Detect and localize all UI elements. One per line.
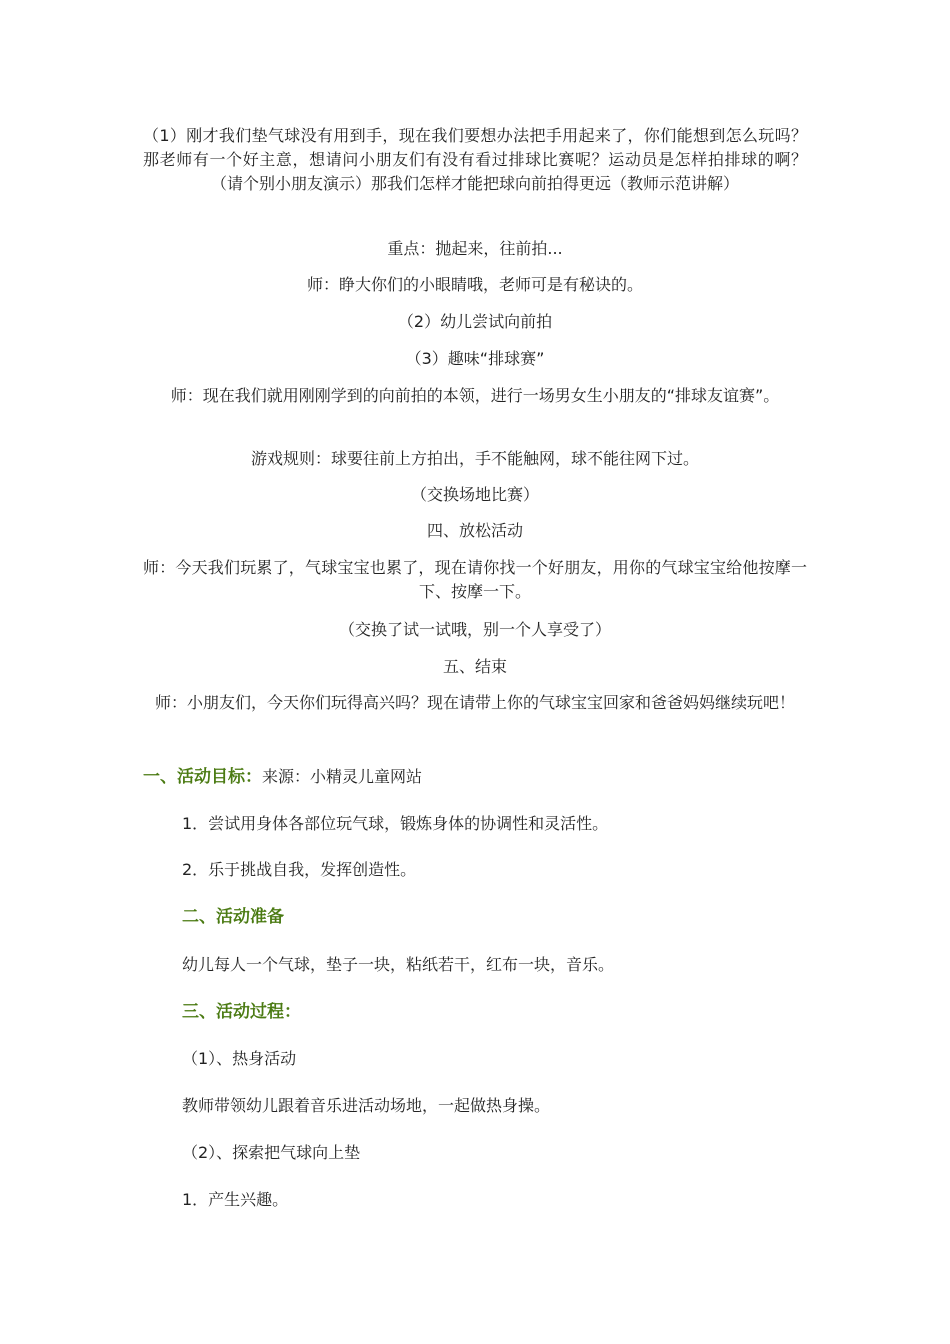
paragraph-volleyball-game: （3）趣味“排球赛” (405, 349, 545, 368)
paragraph-massage: 师：今天我们玩累了，气球宝宝也累了，现在请你找一个好朋友，用你的气球宝宝给他按摩一下、按摩一下。 (143, 558, 807, 601)
paragraph-try-forward: （2）幼儿尝试向前拍 (397, 312, 553, 331)
paragraph-end-title: 五、结束 (442, 657, 507, 676)
paragraph-teacher-secret: 师：睁大你们的小眼睛哦，老师可是有秘诀的。 (306, 275, 643, 294)
warmup-text: 教师带领幼儿跟着音乐进活动场地，一起做热身操。 (182, 1096, 551, 1115)
list-item: 1．尝试用身体各部位玩气球，锻炼身体的协调性和灵活性。 (182, 814, 609, 833)
paragraph-closing: 师：小朋友们，今天你们玩得高兴吗？现在请带上你的气球宝宝回家和爸爸妈妈继续玩吧！ (154, 693, 795, 712)
section-process-heading: 三、活动过程： (182, 1002, 301, 1022)
section-objectives-line (143, 765, 422, 789)
paragraph-friendship-match: 师：现在我们就用刚刚学到的向前拍的本领，进行一场男女生小朋友的“排球友谊赛”。 (170, 386, 780, 405)
paragraph-take-turns: （交换了试一试哦，别一个人享受了） (338, 620, 611, 639)
paragraph-key-point: 重点：抛起来，往前拍... (387, 239, 563, 258)
list-item: 2．乐于挑战自我，发挥创造性。 (182, 860, 417, 879)
paragraph-swap-court: （交换场地比赛） (410, 485, 539, 504)
sub-heading-explore: （2）、探索把气球向上垫 (182, 1143, 361, 1162)
paragraph-relax-title: 四、放松活动 (426, 521, 523, 540)
paragraph-game-rules: 游戏规则：球要往前上方拍出，手不能触网，球不能往网下过。 (250, 449, 699, 468)
source-note: 来源：小精灵儿童网站 (262, 767, 423, 786)
paragraph-balloon-hands: （1）刚才我们垫气球没有用到手，现在我们要想办法把手用起来了，你们能想到怎么玩吗？那老师有一个好主意，想请问小朋友们有没有看过排球比赛呢？运动员是怎样拍排球的啊？（请个别小朋友演示）那我们怎样才能把球向前拍得更远（教师示范讲解） (143, 126, 807, 193)
section-objectives-heading: 一、活动目标： (143, 767, 262, 787)
sub-heading-warmup: （1）、热身活动 (182, 1049, 297, 1068)
preparation-text: 幼儿每人一个气球，垫子一块，粘纸若干，红布一块，音乐。 (182, 955, 615, 974)
section-preparation-heading: 二、活动准备 (182, 907, 284, 927)
list-item: 1．产生兴趣。 (182, 1190, 289, 1209)
